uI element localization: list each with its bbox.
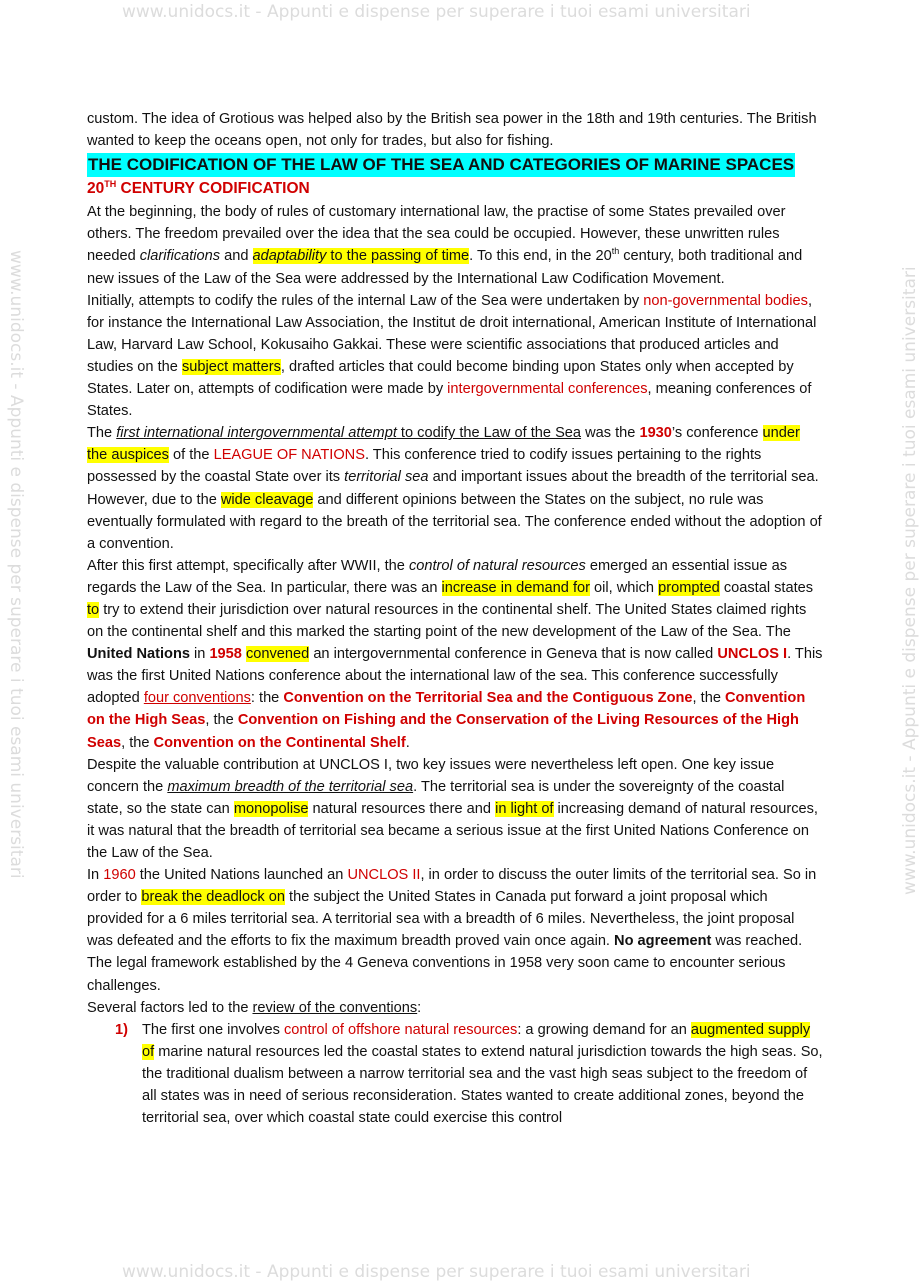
text: emerged an essential issue as regards the Law of the Sea. In particular, there was an xyxy=(87,557,787,596)
text: Several factors led to the xyxy=(87,999,253,1016)
highlighted-text: wide cleavage xyxy=(220,491,314,508)
paragraph xyxy=(87,997,823,1019)
text: marine natural resources led the coastal states to extend natural jurisdiction towards the high seas. So, the traditional dualism between a narrow territorial sea and the vast high seas subject to the freedom of all states was in need of serious reconsideration. States wanted to create additional zones, beyond the territorial sea, over which coastal state could exercise this control xyxy=(142,1043,823,1127)
list-item xyxy=(87,1019,823,1129)
text: of the xyxy=(168,447,214,464)
text: The xyxy=(87,425,117,442)
highlighted-text: increase in demand for xyxy=(441,579,590,596)
red-text: LEAGUE OF NATIONS xyxy=(213,447,365,464)
text: : xyxy=(417,999,422,1016)
list-number: 1) xyxy=(115,1021,128,1038)
text: custom. The idea of Grotious was helped also by the British sea power in the 18th and 19th centuries. The British wanted to keep the oceans open, not only for trades, but also for fishing. xyxy=(87,111,817,150)
paragraph-intro xyxy=(87,108,823,152)
underlined-text: to codify the Law of the Sea xyxy=(396,425,582,442)
text: coastal states xyxy=(719,579,814,596)
text: and important issues about the breadth of the territorial sea. However, due to the xyxy=(87,469,819,508)
watermark-top: www.unidocs.it - Appunti e dispense per superare i tuoi esami universitari xyxy=(122,2,751,22)
red-bold-text: Convention on the Territorial Sea and the Contiguous Zone xyxy=(283,690,693,707)
text: , drafted articles that could become binding upon States only when accepted by States. Later on, attempts of codification were made by xyxy=(87,358,794,398)
bold-text: United Nations xyxy=(87,646,190,663)
highlighted-text: convened xyxy=(245,646,310,663)
subhead-text: CENTURY CODIFICATION xyxy=(116,180,310,198)
text: in xyxy=(189,646,210,663)
text: natural resources there and xyxy=(308,800,496,817)
red-bold-text: 1930 xyxy=(639,425,672,442)
text: . This conference tried to codify issues pertaining to the rights possessed by the coastal State over its xyxy=(87,447,762,486)
italic-text: territorial sea xyxy=(344,469,429,486)
highlighted-italic-text: adaptability xyxy=(252,248,327,265)
text: Despite the valuable contribution at UNCLOS I, two key issues were nevertheless left open. One key issue concern the xyxy=(87,756,775,795)
paragraph xyxy=(87,864,823,997)
text: was the xyxy=(581,425,640,442)
superscript: th xyxy=(611,246,620,257)
watermark-left: www.unidocs.it - Appunti e dispense per superare i tuoi esami universitari xyxy=(6,250,26,879)
text: Initially, attempts to codify the rules of the internal Law of the Sea were undertaken by xyxy=(87,292,644,309)
text: : the xyxy=(250,690,284,707)
red-bold-text: 1958 xyxy=(209,646,242,663)
text: , for instance the International Law Association, the Institut de droit international, American Institute of International Law, Harvard Law School, Kokusaiho Gakkai. These were scientific associations that produced articles and studies on the xyxy=(87,292,817,375)
text: and xyxy=(220,248,253,265)
red-bold-text: Convention on the Continental Shelf xyxy=(153,734,406,751)
red-bold-text: Convention on the High Seas xyxy=(87,690,806,729)
highlighted-text: to the passing of time xyxy=(326,248,470,265)
red-underlined-text: four conventions xyxy=(143,690,251,707)
red-bold-text: Convention on Fishing and the Conservation of the Living Resources of the High Seas xyxy=(87,712,799,751)
text: : a growing demand for an xyxy=(517,1021,691,1038)
text: century, both traditional and new issues of the Law of the Sea were addressed by the International Law Codification Movement. xyxy=(87,248,803,287)
text: At the beginning, the body of rules of customary international law, the practise of some States prevailed over others. The freedom prevailed over the idea that the sea could be occupied. However, these unwritten rules needed xyxy=(87,204,786,265)
red-text: non-governmental bodies xyxy=(643,292,808,309)
text: After this first attempt, specifically after WWII, the xyxy=(87,557,409,574)
text: The first one involves xyxy=(142,1021,284,1038)
document-body xyxy=(87,108,823,1129)
paragraph xyxy=(87,422,823,555)
text: , the xyxy=(121,734,154,751)
text: the United Nations launched an xyxy=(135,867,348,884)
paragraph xyxy=(87,555,823,754)
underlined-text: review of the conventions xyxy=(252,999,418,1016)
italic-text: control of natural resources xyxy=(408,557,586,574)
section-heading: THE CODIFICATION OF THE LAW OF THE SEA AND CATEGORIES OF MARINE SPACES xyxy=(87,153,795,177)
subsection-heading xyxy=(87,177,823,201)
text: ’s conference xyxy=(671,425,763,442)
text: try to extend their jurisdiction over natural resources in the continental shelf. The United States claimed rights on the continental shelf and this marked the starting point of the new development of the Law of the Sea. The xyxy=(87,601,807,641)
text: the subject the United States in Canada put forward a joint proposal which provided for a 6 miles territorial sea. A territorial sea with a breadth of 6 miles. Nevertheless, the joint proposal was defeated and the efforts to fix the maximum breadth proved vain once again. xyxy=(87,889,795,950)
text: increasing demand of natural resources, it was natural that the breadth of territorial sea became a serious issue at the first United Nations Conference on the Law of the Sea. xyxy=(87,800,818,861)
text: , the xyxy=(205,712,238,729)
text: . To this end, in the 20 xyxy=(469,248,612,265)
highlighted-text: monopolise xyxy=(233,800,309,817)
underlined-italic-text: maximum breadth of the territorial sea xyxy=(167,778,414,795)
highlighted-text: under the auspices xyxy=(87,425,800,464)
red-bold-text: UNCLOS I xyxy=(717,646,788,663)
text: In xyxy=(87,867,104,884)
text: and different opinions between the States on the subject, no rule was eventually formulated with regard to the breath of the territorial sea. The conference ended without the adoption of a convention. xyxy=(87,491,822,552)
red-text: control of offshore natural resources xyxy=(283,1021,518,1038)
paragraph xyxy=(87,290,823,423)
text: an intergovernmental conference in Geneva that is now called xyxy=(309,646,718,663)
highlighted-text: to xyxy=(87,601,100,618)
text: oil, which xyxy=(589,579,659,596)
watermark-right: www.unidocs.it - Appunti e dispense per superare i tuoi esami universitari xyxy=(900,266,920,895)
text: , in order to discuss the outer limits of the territorial sea. So in order to xyxy=(87,867,817,906)
paragraph xyxy=(87,201,823,289)
highlighted-text: in light of xyxy=(495,800,554,817)
watermark-bottom: www.unidocs.it - Appunti e dispense per superare i tuoi esami universitari xyxy=(122,1262,751,1282)
subhead-text: 20 xyxy=(87,180,105,198)
red-text: 1960 xyxy=(103,867,136,884)
highlighted-text: prompted xyxy=(658,579,720,596)
highlighted-text: break the deadlock on xyxy=(141,889,285,906)
red-text: UNCLOS II xyxy=(347,867,421,884)
subhead-sup: TH xyxy=(104,179,117,190)
text: . xyxy=(405,734,410,751)
highlighted-text: subject matters xyxy=(181,358,281,375)
highlighted-text: augmented supply of xyxy=(142,1021,811,1060)
paragraph xyxy=(87,754,823,864)
text: . The territorial sea is under the sovereignty of the coastal state, so the state can xyxy=(87,778,785,817)
bold-text: No agreement xyxy=(614,933,712,950)
underlined-italic-text: first international intergovernmental attempt xyxy=(116,425,397,442)
italic-text: clarifications xyxy=(139,248,221,265)
text: , the xyxy=(692,690,725,707)
text: , meaning conferences of States. xyxy=(87,381,812,420)
text: . This was the first United Nations conference about the international law of the sea. This conference successfully adopted xyxy=(87,646,823,707)
text: was reached. The legal framework established by the 4 Geneva conventions in 1958 very soon came to encounter serious challenges. xyxy=(87,933,803,994)
red-text: intergovernmental conferences xyxy=(447,381,648,398)
